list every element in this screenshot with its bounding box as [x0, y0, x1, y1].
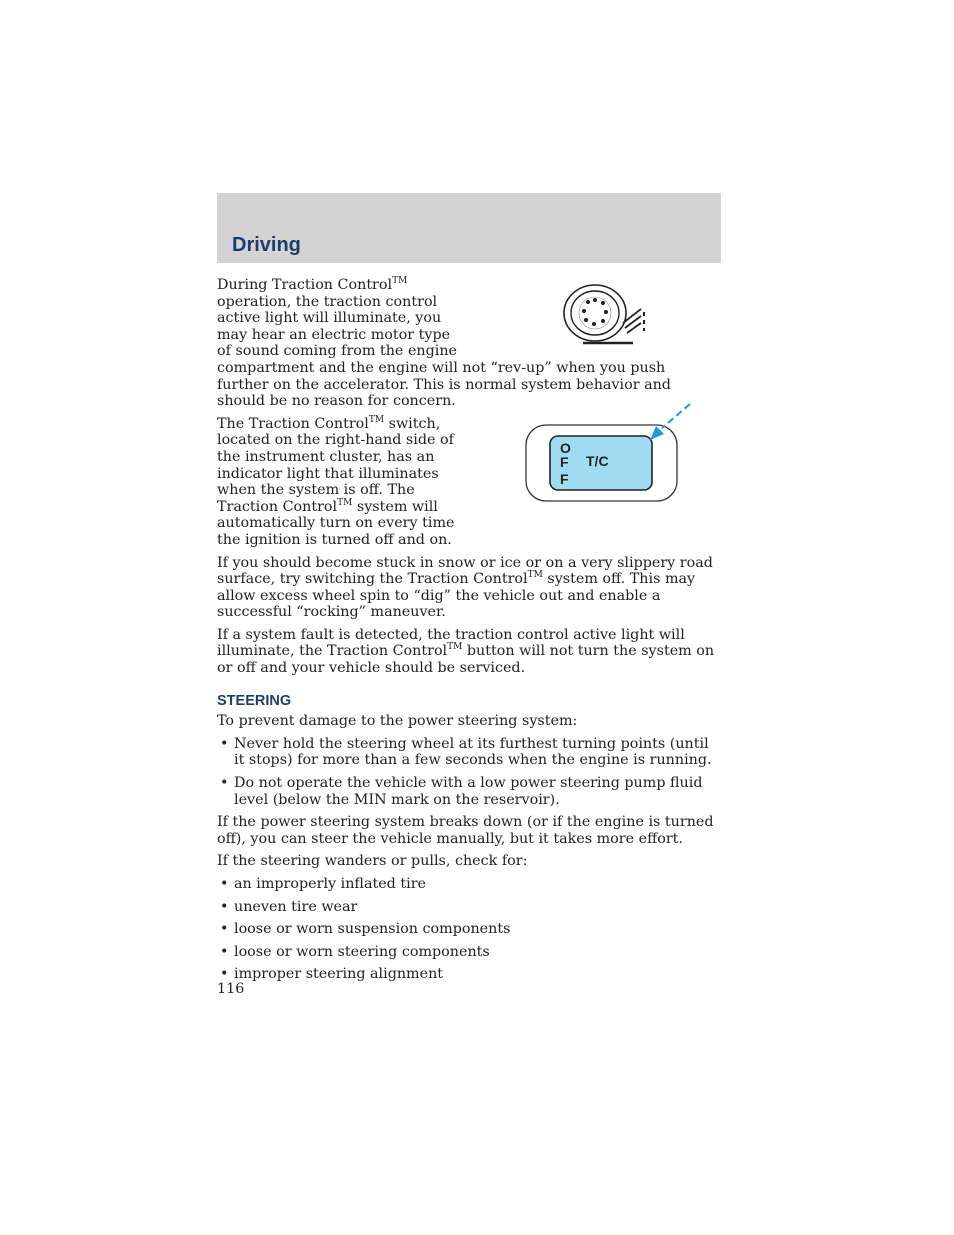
list-item: • Do not operate the vehicle with a low power steering pump fluid level (below the MIN mark on the reservoir). [217, 775, 717, 808]
off-letter-o: O [560, 440, 571, 456]
paragraph-traction-switch: The Traction Control™ switch, located on the right-hand side of the instrument cluster, has an indicator light that illuminates when the system is off. The Traction Control™ system will automatically turn on every time the ignition is turned off and on. [217, 414, 455, 548]
list-item: • an improperly inflated tire [217, 876, 717, 893]
off-letter-f1: F [560, 454, 569, 470]
steering-breakdown: If the power steering system breaks down (or if the engine is turned off), you can steer the vehicle manually, but it takes more effort. [217, 814, 714, 847]
paragraph-traction-operation: During Traction Control™ operation, the traction control active light will illuminate, you may hear an electric motor type of sound coming from the engine compartment and the engine will not “rev-up” when you push further on the accelerator. This is normal system behavior and should be no reason for concern. [217, 276, 671, 410]
steering-intro: To prevent damage to the power steering system: [217, 713, 578, 730]
list-item: • improper steering alignment [217, 966, 717, 983]
list-item: • Never hold the steering wheel at its furthest turning points (until it stops) for more than a few seconds when the engine is running. [217, 736, 717, 769]
list-item: • loose or worn steering components [217, 944, 717, 961]
steering-check-intro: If the steering wanders or pulls, check for: [217, 853, 528, 870]
section-title: Driving [232, 234, 301, 256]
page-content [217, 277, 717, 989]
list-item: • uneven tire wear [217, 899, 717, 916]
steering-checks-list [217, 876, 717, 983]
off-letter-f2: F [560, 471, 569, 487]
paragraph-system-fault: If a system fault is detected, the traction control active light will illuminate, the Traction Control™ button will not turn the system on or off and your vehicle should be serviced. [217, 626, 715, 677]
list-item: • loose or worn suspension components [217, 921, 717, 938]
steering-heading: STEERING [217, 692, 292, 709]
section-header [217, 193, 721, 263]
paragraph-stuck-in-snow: If you should become stuck in snow or ice or on a very slippery road surface, try switching the Traction Control™ system off. This may allow excess wheel spin to “dig” the vehicle out and enable a successful “rocking” maneuver. [217, 554, 713, 621]
steering-warnings-list [217, 736, 717, 808]
page-number: 116 [217, 981, 245, 997]
tc-label: T/C [586, 453, 609, 469]
